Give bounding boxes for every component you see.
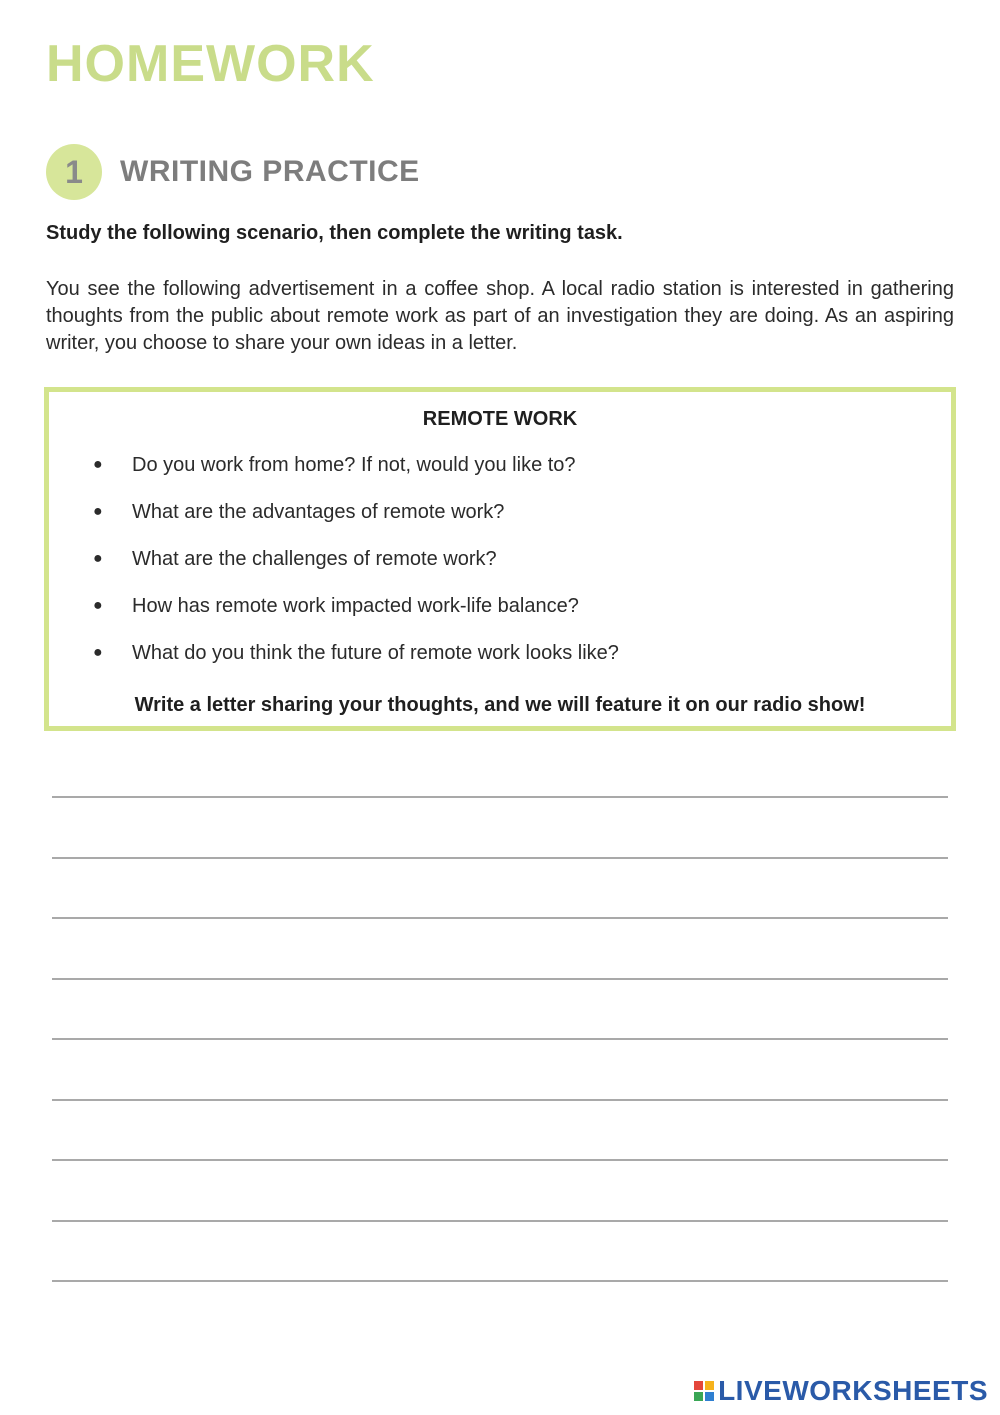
list-item: [93, 500, 619, 547]
liveworksheets-logo[interactable]: [694, 1375, 988, 1407]
writing-line[interactable]: [52, 796, 948, 857]
question-text: Do you work from home? If not, would you like to?: [132, 454, 576, 476]
section-number-badge: 1: [46, 144, 102, 200]
list-item: [93, 594, 619, 641]
writing-line[interactable]: [52, 1038, 948, 1099]
writing-line[interactable]: [52, 1159, 948, 1220]
writing-line[interactable]: [52, 1280, 948, 1341]
section-title: WRITING PRACTICE: [120, 155, 420, 188]
bullet-icon: ●: [93, 644, 103, 661]
bullet-icon: ●: [93, 503, 103, 520]
writing-area[interactable]: [52, 796, 948, 1341]
advertisement-footer: Write a letter sharing your thoughts, and we will feature it on our radio show!: [134, 694, 866, 716]
bullet-icon: ●: [93, 597, 103, 614]
advertisement-question-list: [93, 453, 619, 688]
list-item: [93, 641, 619, 688]
writing-line[interactable]: [52, 857, 948, 918]
question-text: What are the challenges of remote work?: [132, 548, 497, 570]
writing-line[interactable]: [52, 1220, 948, 1281]
liveworksheets-logo-text: LIVEWORKSHEETS: [718, 1375, 988, 1406]
question-text: What do you think the future of remote work looks like?: [132, 642, 619, 664]
advertisement-box: [44, 387, 956, 731]
writing-line[interactable]: [52, 917, 948, 978]
list-item: [93, 453, 619, 500]
writing-line[interactable]: [52, 978, 948, 1039]
writing-line[interactable]: [52, 1099, 948, 1160]
bullet-icon: ●: [93, 550, 103, 567]
question-text: How has remote work impacted work-life balance?: [132, 595, 579, 617]
bullet-icon: ●: [93, 456, 103, 473]
section-header: [46, 144, 420, 200]
list-item: [93, 547, 619, 594]
liveworksheets-logo-icon: [694, 1381, 714, 1401]
question-text: What are the advantages of remote work?: [132, 501, 505, 523]
task-instruction: Study the following scenario, then complete the writing task.: [46, 222, 623, 244]
page-title: HOMEWORK: [46, 35, 375, 93]
scenario-paragraph: You see the following advertisement in a coffee shop. A local radio station is interested in gathering thoughts from the public about remote work as part of an investigation they are doing. As an aspiring writer, you choose to share your own ideas in a letter.: [46, 278, 954, 354]
advertisement-title: REMOTE WORK: [422, 408, 578, 430]
